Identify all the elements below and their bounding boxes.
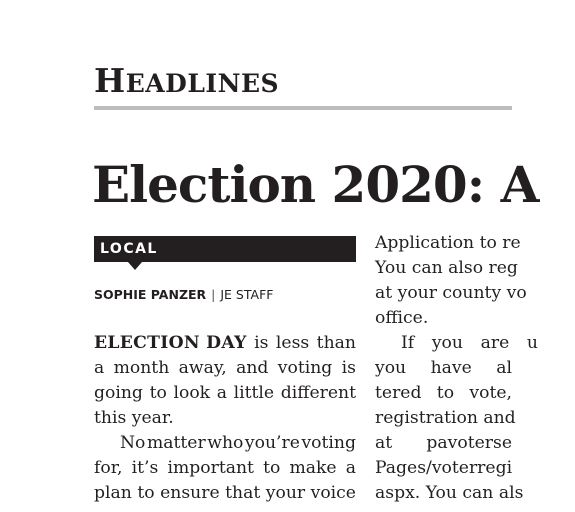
body-word: ensure xyxy=(160,483,220,503)
body-word: u xyxy=(526,333,538,353)
body-word: voice xyxy=(310,483,356,503)
body-word: your xyxy=(265,483,306,503)
body-word: voting xyxy=(301,433,356,453)
byline-separator: | xyxy=(211,287,216,302)
body-word: is xyxy=(254,333,269,353)
body-word: to xyxy=(436,383,455,403)
body-line: office. xyxy=(375,308,429,328)
body-word: you xyxy=(375,358,407,378)
body-line xyxy=(94,356,356,381)
body-line: this year. xyxy=(94,408,174,428)
body-line xyxy=(375,356,512,381)
body-word: month xyxy=(113,358,170,378)
body-word: that xyxy=(225,483,261,503)
body-word: for, xyxy=(94,458,123,478)
body-word: than xyxy=(316,333,356,353)
body-word: a xyxy=(216,383,227,403)
category-tag xyxy=(94,236,356,262)
body-word: important xyxy=(167,458,254,478)
body-line xyxy=(94,331,356,356)
byline xyxy=(94,287,273,303)
body-word: little xyxy=(233,383,275,403)
body-word: to xyxy=(263,458,281,478)
body-word: No xyxy=(120,433,146,453)
category-tag-label: LOCAL xyxy=(100,241,158,257)
byline-staff: JE STAFF xyxy=(220,287,274,302)
body-word: If xyxy=(401,333,415,353)
body-word: less xyxy=(275,333,310,353)
body-word: to xyxy=(149,383,167,403)
body-line: Pages/voterregi xyxy=(375,458,513,478)
body-word: you xyxy=(431,333,463,353)
body-line: Application to re xyxy=(375,233,521,253)
body-line: registration and xyxy=(375,408,516,428)
body-word: you’re xyxy=(244,433,300,453)
body-word: it’s xyxy=(131,458,159,478)
body-word: matter xyxy=(146,433,206,453)
body-line xyxy=(375,331,538,356)
body-word: going xyxy=(94,383,143,403)
body-word: plan xyxy=(94,483,132,503)
body-word: al xyxy=(496,358,512,378)
body-word: make xyxy=(289,458,337,478)
body-word: look xyxy=(173,383,211,403)
body-word: vote, xyxy=(469,383,512,403)
lead-in: ELECTION DAY xyxy=(94,333,247,353)
body-word: voting xyxy=(277,358,333,378)
section-heading-rest: EADLINES xyxy=(125,69,280,98)
body-line: You can also reg xyxy=(375,258,518,278)
body-word: is xyxy=(341,358,356,378)
article-column-left xyxy=(94,331,356,506)
tag-pointer xyxy=(128,262,142,270)
body-word: tered xyxy=(375,383,422,403)
body-word: and xyxy=(236,358,269,378)
byline-author: SOPHIE PANZER xyxy=(94,287,207,302)
body-line xyxy=(375,431,512,456)
body-word: have xyxy=(430,358,472,378)
section-divider xyxy=(94,106,512,110)
body-word: who xyxy=(207,433,244,453)
body-word: different xyxy=(280,383,356,403)
body-word: at xyxy=(375,433,393,453)
section-heading xyxy=(94,61,280,100)
body-line xyxy=(94,481,356,506)
body-word: away, xyxy=(178,358,227,378)
body-word: are xyxy=(480,333,510,353)
body-line: aspx. You can als xyxy=(375,483,524,503)
body-word: a xyxy=(94,358,105,378)
body-line xyxy=(94,431,356,456)
body-line xyxy=(94,381,356,406)
section-heading-initial: H xyxy=(94,61,126,100)
article-column-right xyxy=(375,231,575,506)
body-word: pavoterse xyxy=(426,433,512,453)
body-line xyxy=(94,456,356,481)
body-word: to xyxy=(137,483,155,503)
body-word: a xyxy=(345,458,356,478)
body-line xyxy=(375,381,512,406)
article-headline: Election 2020: A xyxy=(92,155,539,214)
body-line: at your county vo xyxy=(375,283,527,303)
